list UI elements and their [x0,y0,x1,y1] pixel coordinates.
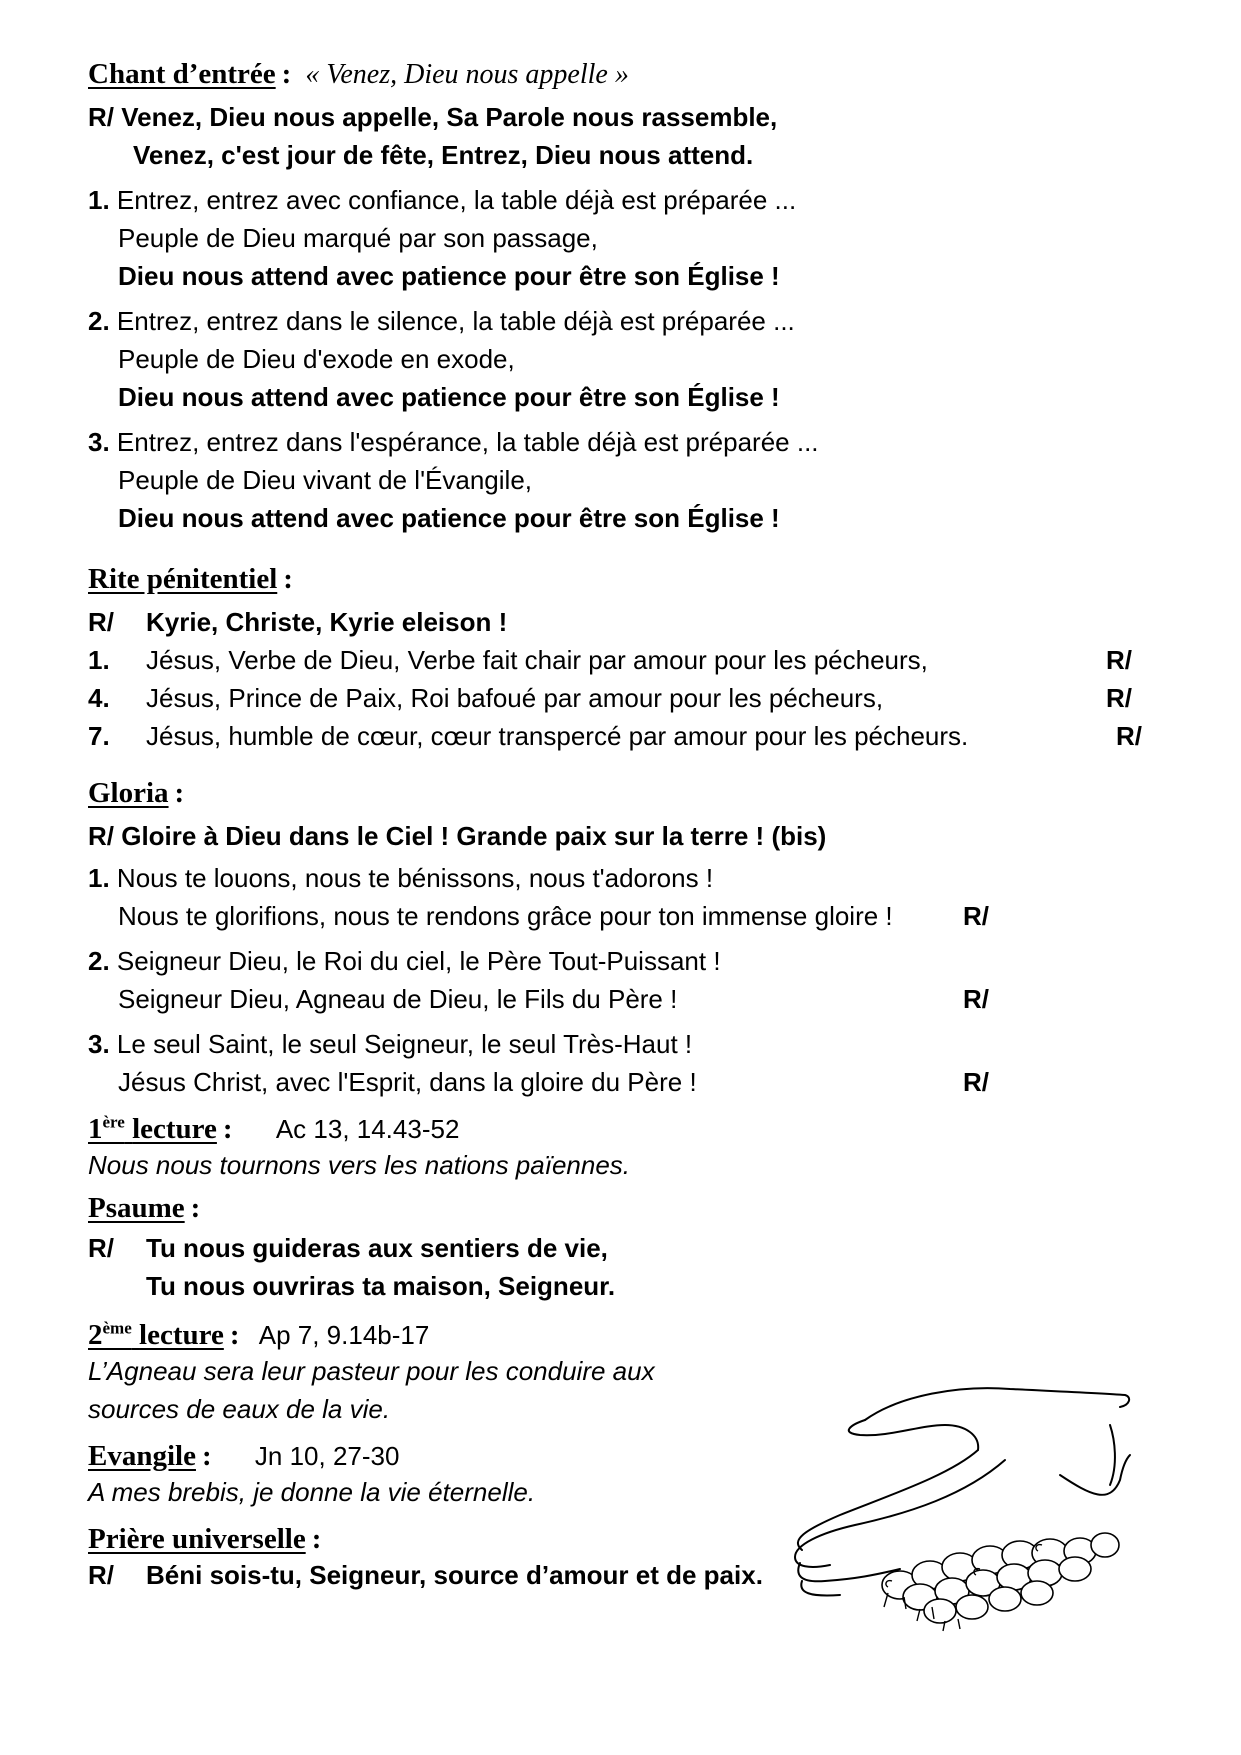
order-of-service [88,58,1168,1594]
entree-subtitle: « Venez, Dieu nous appelle » [305,59,629,90]
psaume-refrain: R/ Tu nous guideras aux sentiers de vie, Tu nous ouvriras ta maison, Seigneur. [88,1233,616,1301]
evangile-heading: Evangile : Jn 10, 27-30 [88,1440,400,1472]
verse-line: Dieu nous attend avec patience pour être son Église ! [118,261,780,291]
verse-line: Entrez, entrez dans le silence, la table déjà est préparée ... [116,306,795,336]
verse-line: Peuple de Dieu marqué par son passage, [118,223,598,253]
priere-title: Prière universelle [88,1523,306,1555]
lecture2-heading: 2ème lecture : Ap 7, 9.14b-17 [88,1318,430,1351]
lecture1-text: Nous nous tournons vers les nations païennes. [88,1150,631,1180]
gloria-verse-2: 2. Seigneur Dieu, le Roi du ciel, le Père Tout-Puissant ! Seigneur Dieu, Agneau de Dieu, le Fils du Père ! R/ [88,942,1168,1018]
rite-item: Jésus, Verbe de Dieu, Verbe fait chair par amour pour les pécheurs, [146,645,928,675]
rite-response: R/ [1106,683,1132,713]
psaume-heading: Psaume : [88,1192,201,1224]
gloria-verse-1: 1. Nous te louons, nous te bénissons, nous t'adorons ! Nous te glorifions, nous te rendons grâce pour ton immense gloire ! R/ [88,859,1168,935]
entree-refrain-2: Venez, c'est jour de fête, Entrez, Dieu nous attend. [133,140,754,170]
gloria-title: Gloria [88,777,169,809]
rite-heading: Rite pénitentiel : [88,563,293,595]
verse-line: Peuple de Dieu d'exode en exode, [118,344,515,374]
lecture1-heading: 1ère lecture : Ac 13, 14.43-52 [88,1112,460,1145]
verse-number: 2. [88,306,110,336]
lecture2-reference: Ap 7, 9.14b-17 [258,1320,430,1350]
rite-number: 1. [88,645,110,675]
verse-line: Entrez, entrez dans l'espérance, la table déjà est préparée ... [116,427,819,457]
rite-list: R/ Kyrie, Christe, Kyrie eleison ! 1. Jésus, Verbe de Dieu, Verbe fait chair par amour pour les pécheurs, R/ 4. Jésus, Prince de Paix, Roi bafoué par amour pour les pécheurs, R/ 7. Jésus, humble de cœur, cœur transpercé par amour pour les pécheurs. R/ [88,603,1168,755]
rite-title: Rite pénitentiel [88,563,278,595]
entree-verse-1 [88,181,1168,295]
rite-refrain: Kyrie, Christe, Kyrie eleison ! [146,607,508,637]
entree-heading: Chant d’entrée : « Venez, Dieu nous appelle » [88,58,629,90]
entree-verse-2 [88,302,1168,416]
rite-number: 7. [88,721,110,751]
rite-response: R/ [1116,721,1142,751]
lecture2-text: sources de eaux de la vie. [88,1394,391,1424]
priere-heading: Prière universelle : [88,1523,322,1555]
evangile-reference: Jn 10, 27-30 [254,1441,400,1471]
priere-refrain: R/ Béni sois-tu, Seigneur, source d’amour et de paix. [88,1560,763,1590]
lecture2-text: L’Agneau sera leur pasteur pour les conduire aux [88,1356,655,1386]
psaume-title: Psaume [88,1192,185,1224]
gloria-response: R/ [963,984,989,1014]
gloria-heading: Gloria : [88,777,185,809]
rite-response: R/ [1106,645,1132,675]
verse-number: 3. [88,427,110,457]
entree-verse-3 [88,423,1168,537]
evangile-title: Evangile [88,1440,196,1472]
gloria-refrain: R/ Gloire à Dieu dans le Ciel ! Grande paix sur la terre ! (bis) [88,821,827,851]
entree-title: Chant d’entrée [88,58,276,90]
verse-line: Entrez, entrez avec confiance, la table déjà est préparée ... [116,185,797,215]
entree-refrain-1: R/ Venez, Dieu nous appelle, Sa Parole nous rassemble, [88,102,778,132]
gloria-response: R/ [963,1067,989,1097]
lecture1-reference: Ac 13, 14.43-52 [275,1114,460,1144]
gloria-verse-3: 3. Le seul Saint, le seul Seigneur, le seul Très-Haut ! Jésus Christ, avec l'Esprit, dans la gloire du Père ! R/ [88,1025,1168,1101]
verse-line: Dieu nous attend avec patience pour être son Église ! [118,382,780,412]
verse-line: Peuple de Dieu vivant de l'Évangile, [118,465,533,495]
rite-number: 4. [88,683,110,713]
hand-holding-sheep-icon [780,1385,1160,1640]
evangile-text: A mes brebis, je donne la vie éternelle. [88,1477,536,1507]
verse-number: 1. [88,185,110,215]
gloria-response: R/ [963,901,989,931]
verse-line: Dieu nous attend avec patience pour être son Église ! [118,503,780,533]
rite-item: Jésus, humble de cœur, cœur transpercé par amour pour les pécheurs. [146,721,969,751]
rite-item: Jésus, Prince de Paix, Roi bafoué par amour pour les pécheurs, [146,683,884,713]
